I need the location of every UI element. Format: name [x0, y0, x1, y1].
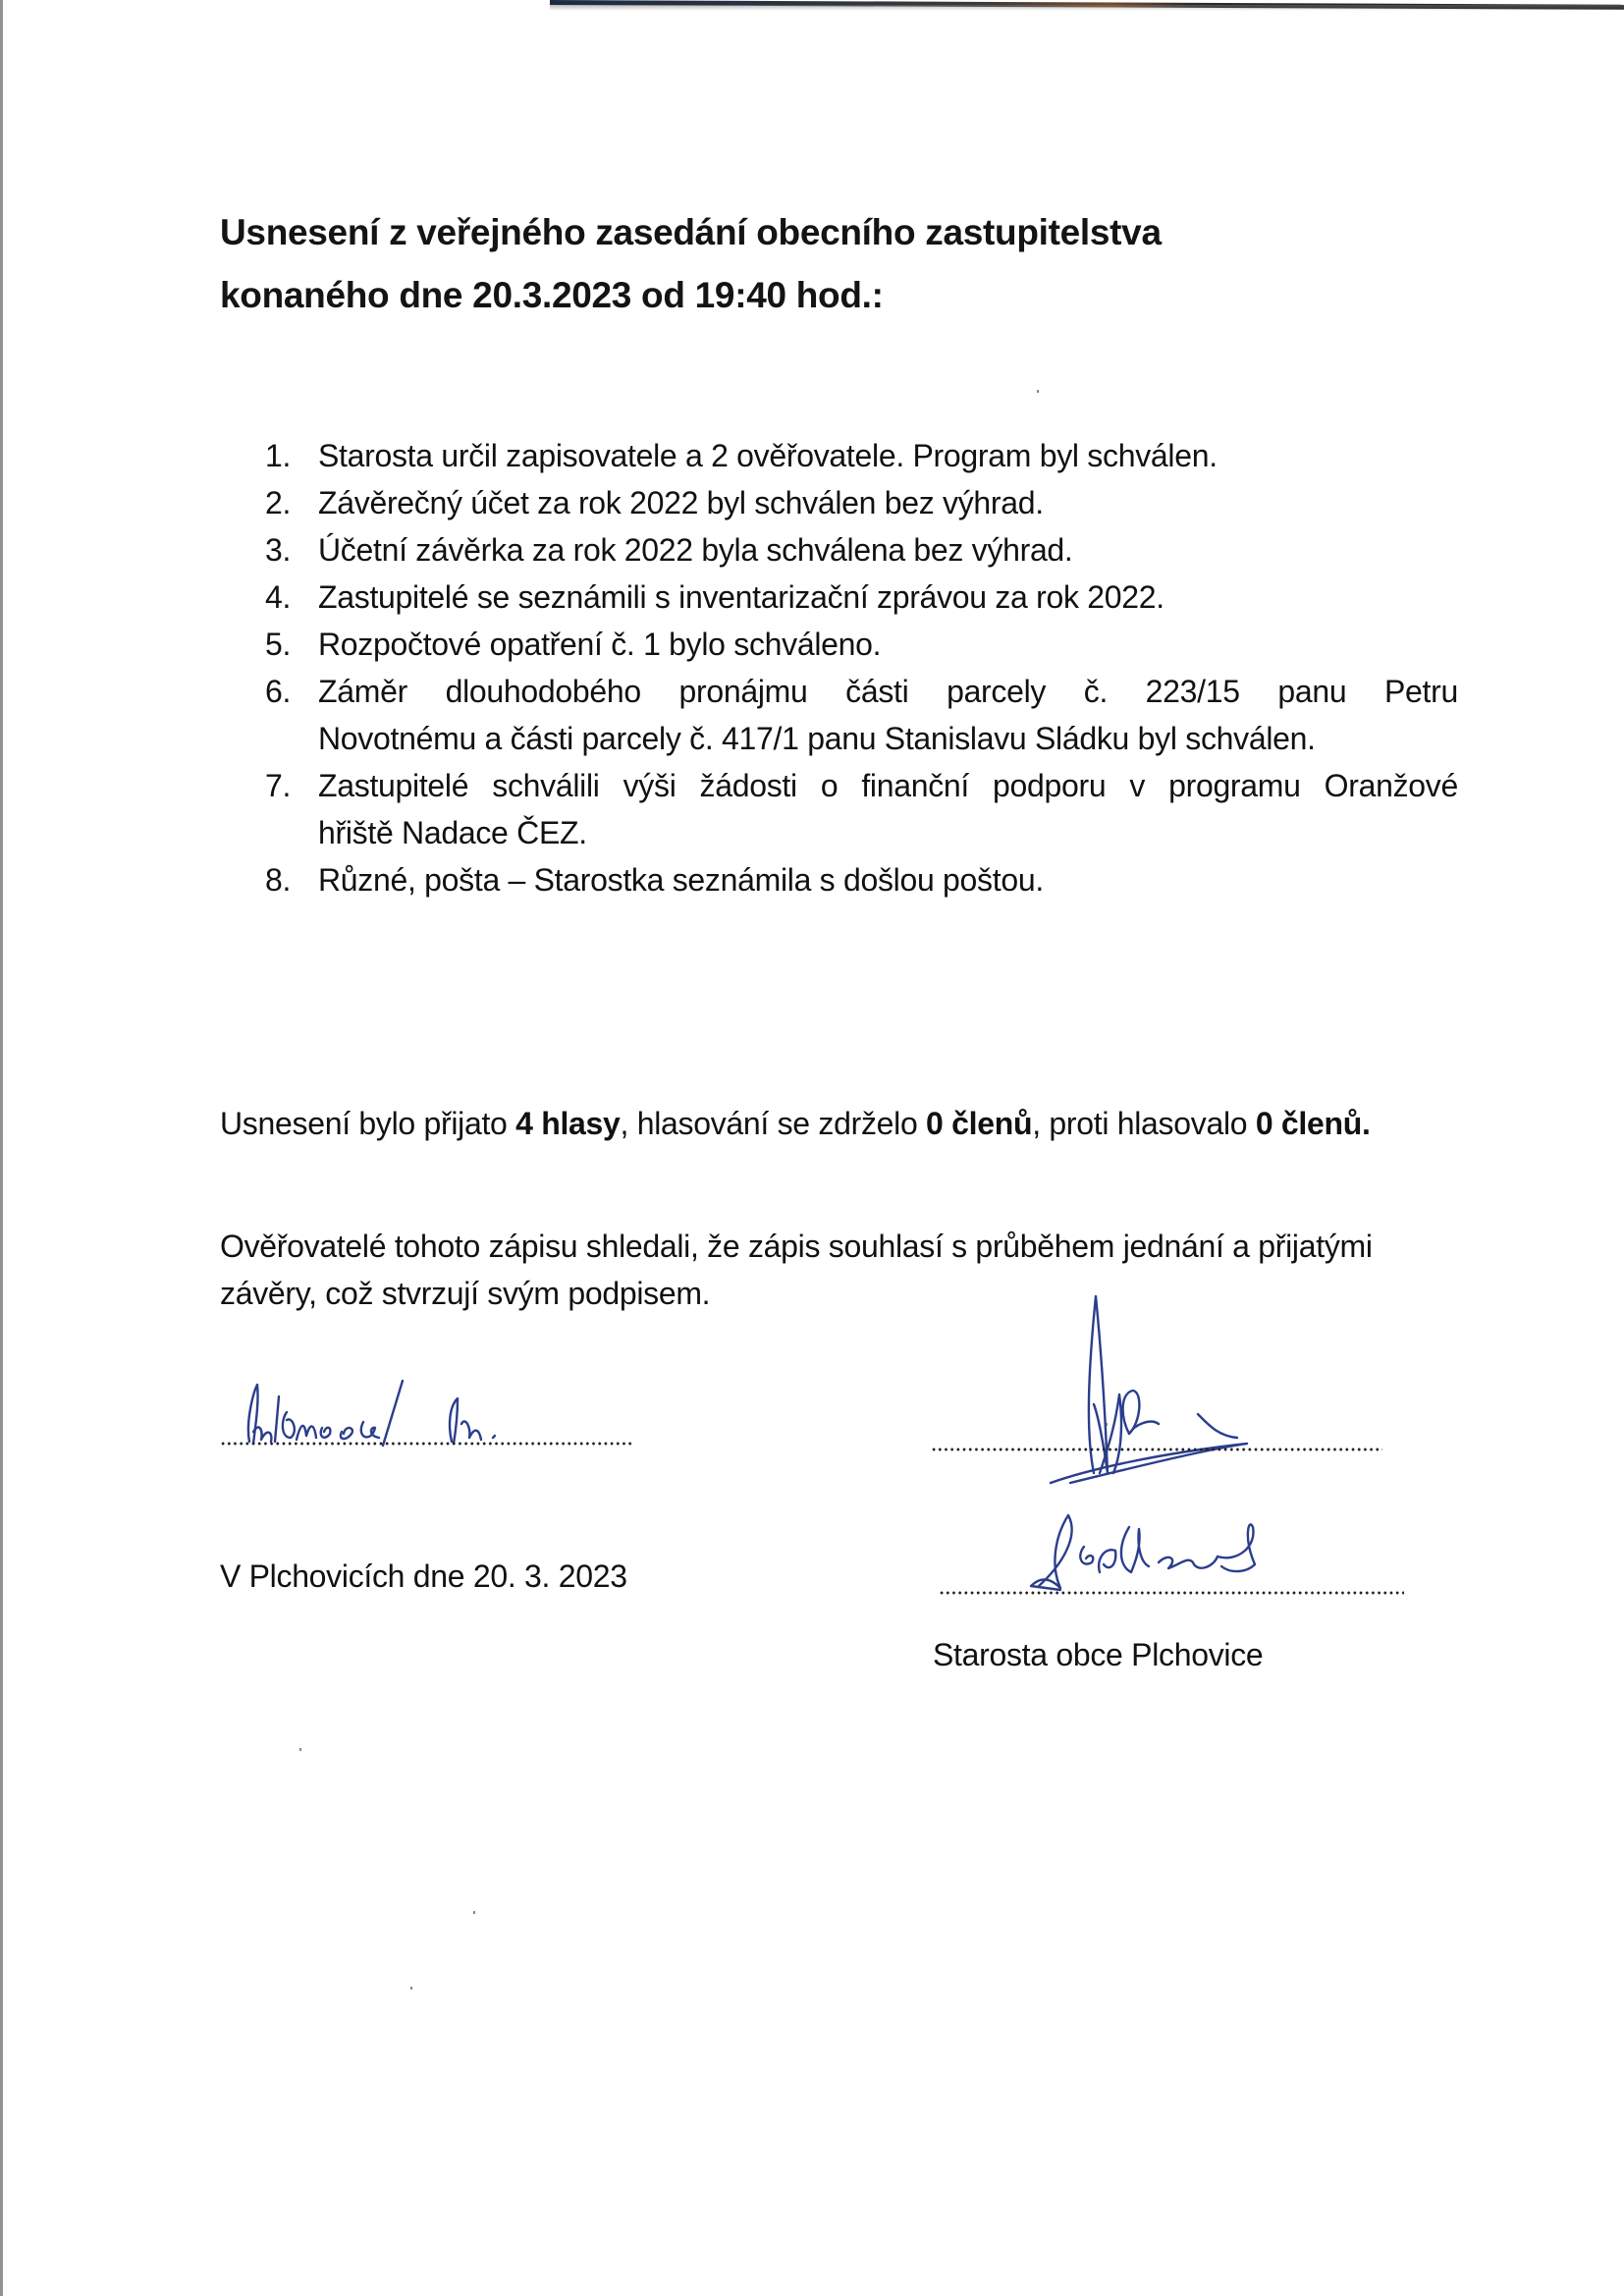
item-number: 1.	[265, 438, 292, 473]
votes-abstained: 0 členů	[926, 1106, 1033, 1141]
resolution-item	[265, 432, 1458, 479]
place-and-date: V Plchovicích dne 20. 3. 2023	[220, 1558, 627, 1594]
item-number: 8.	[265, 862, 292, 898]
vote-middle: , hlasování se zdrželo	[620, 1106, 927, 1141]
item-text: Starosta určil zapisovatele a 2 ověřovatele. Program byl schválen.	[318, 438, 1218, 473]
item-number: 5.	[265, 627, 292, 662]
resolution-list	[265, 432, 1458, 903]
vote-summary	[220, 1100, 1408, 1147]
votes-for: 4 hlasy	[515, 1106, 621, 1141]
resolution-item	[265, 621, 1458, 668]
item-number: 2.	[265, 485, 292, 520]
item-text: Různé, pošta – Starostka seznámila s došlou poštou.	[318, 862, 1044, 898]
votes-against: 0 členů.	[1255, 1106, 1371, 1141]
resolution-item	[265, 574, 1458, 621]
item-text-line-1: Záměr dlouhodobého pronájmu části parcely č. 223/15 panu Petru	[318, 674, 1458, 709]
item-number: 4.	[265, 579, 292, 615]
item-text: Rozpočtové opatření č. 1 bylo schváleno.	[318, 627, 882, 662]
mayor-signature-line	[939, 1591, 1404, 1595]
mayor-label: Starosta obce Plchovice	[933, 1637, 1264, 1672]
item-text-line-2: Novotnému a části parcely č. 417/1 panu Stanislavu Sládku byl schválen.	[318, 721, 1316, 756]
item-number: 7.	[265, 768, 292, 803]
scan-edge-shade	[550, 5, 1624, 11]
item-text-line-2: hřiště Nadace ČEZ.	[318, 815, 587, 850]
title-line-1: Usnesení z veřejného zasedání obecního zastupitelstva	[220, 212, 1162, 252]
verifier-2-signature	[1011, 1277, 1267, 1483]
scan-left-edge	[0, 0, 3, 2296]
resolution-item	[265, 762, 1458, 856]
item-text: Účetní závěrka za rok 2022 byla schválena bez výhrad.	[318, 532, 1073, 568]
resolution-item	[265, 668, 1458, 762]
title-line-2: konaného dne 20.3.2023 od 19:40 hod.:	[220, 275, 884, 315]
mayor-signature	[1021, 1507, 1296, 1596]
item-text	[318, 762, 1458, 856]
verification-statement: Ověřovatelé tohoto zápisu shledali, že zápis souhlasí s průběhem jednání a přijatými závěry, což stvrzují svým podpisem.	[220, 1229, 1373, 1311]
scan-top-edge	[0, 0, 1624, 10]
scan-speck	[1037, 390, 1039, 393]
item-text: Závěrečný účet za rok 2022 byl schválen bez výhrad.	[318, 485, 1044, 520]
document-title	[220, 201, 1398, 327]
scan-speck	[1106, 1423, 1108, 1426]
item-text-line-1: Zastupitelé schválili výši žádosti o finanční podporu v programu Oranžové	[318, 768, 1458, 803]
verifier-2-signature-line	[931, 1448, 1382, 1451]
item-text: Zastupitelé se seznámili s inventarizační zprávou za rok 2022.	[318, 579, 1164, 615]
resolution-item	[265, 526, 1458, 574]
verifier-1-signature	[236, 1373, 628, 1451]
scan-speck	[473, 1911, 475, 1914]
resolution-item	[265, 479, 1458, 526]
resolution-item	[265, 856, 1458, 903]
item-number: 6.	[265, 674, 292, 709]
vote-middle-2: , proti hlasovalo	[1032, 1106, 1256, 1141]
verifier-1-signature-line	[220, 1442, 632, 1446]
scan-speck	[410, 1987, 412, 1990]
scan-speck	[299, 1748, 301, 1751]
vote-prefix: Usnesení bylo přijato	[220, 1106, 516, 1141]
item-text	[318, 668, 1458, 762]
item-number: 3.	[265, 532, 292, 568]
